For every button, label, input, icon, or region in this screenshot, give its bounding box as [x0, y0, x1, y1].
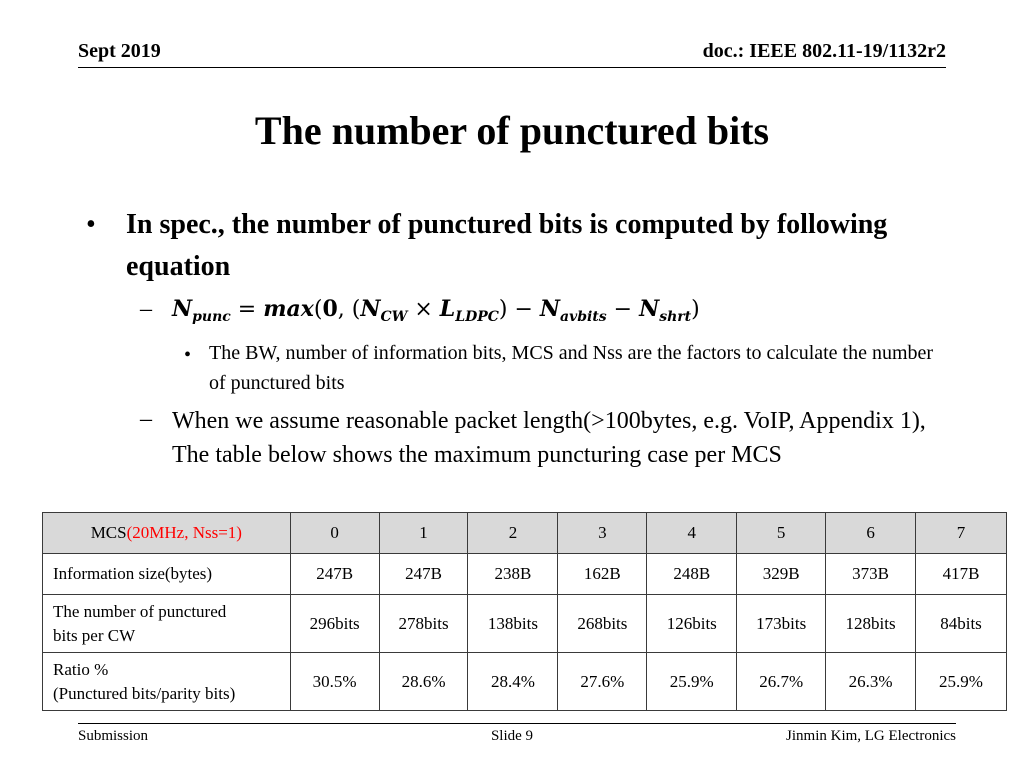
eq-close1: ): [498, 297, 508, 322]
table-row: [43, 595, 1007, 653]
table-cell: 126bits: [647, 595, 737, 653]
table-cell: 28.4%: [468, 653, 558, 711]
footer-author: Jinmin Kim, LG Electronics: [786, 728, 956, 744]
table-cell: 26.3%: [826, 653, 916, 711]
row-label-line: bits per CW: [53, 625, 136, 645]
table-cell: 25.9%: [916, 653, 1007, 711]
mcs-cell: 5: [737, 513, 826, 554]
puncturing-table: [42, 512, 1007, 711]
table-cell: 27.6%: [558, 653, 647, 711]
table-cell: 373B: [826, 554, 916, 595]
table-cell: 296bits: [290, 595, 379, 653]
eq-times: ×: [407, 297, 440, 322]
table-cell: 138bits: [468, 595, 558, 653]
footer-submission: Submission: [78, 728, 149, 744]
eq-npunc: N: [172, 296, 193, 322]
table-cell: 28.6%: [379, 653, 468, 711]
eq-ldpc: L: [439, 296, 456, 322]
table-cell: 238B: [468, 554, 558, 595]
table-cell: 248B: [647, 554, 737, 595]
eq-minus2: −: [606, 297, 640, 322]
mcs-cell: 2: [468, 513, 558, 554]
puncture-equation: [172, 294, 700, 332]
mcs-cell: 7: [916, 513, 1007, 554]
row-label-line: (Punctured bits/parity bits): [53, 683, 236, 703]
row-label-line: Ratio %: [53, 659, 109, 679]
slide-title: The number of punctured bits: [254, 108, 770, 153]
eq-minus1: −: [507, 297, 540, 322]
equation-dash: –: [140, 296, 152, 322]
eq-ncw: N: [360, 296, 381, 322]
mcs-cell: 1: [379, 513, 468, 554]
bullet-sub: The BW, number of information bits, MCS and Nss are the factors to calculate the number of punctured bits: [209, 342, 934, 394]
footer-slide-number: Slide 9: [490, 728, 534, 744]
eq-ldpc-sub: LDPC: [455, 309, 499, 325]
table-cell: 173bits: [737, 595, 826, 653]
sub-bullet-marker: •: [184, 344, 192, 366]
eq-ncw-sub: CW: [380, 309, 408, 325]
eq-equals: =: [230, 297, 264, 322]
header-label-red: (20MHz, Nss=1): [126, 523, 242, 542]
header-divider: [78, 67, 946, 68]
eq-close2: ): [691, 297, 700, 322]
bullet-marker: •: [86, 209, 96, 240]
header-date: Sept 2019: [78, 40, 161, 62]
table-cell: 247B: [379, 554, 468, 595]
table-cell: 84bits: [916, 595, 1007, 653]
eq-zero: 0: [322, 296, 338, 322]
mcs-cell: 6: [826, 513, 916, 554]
mcs-cell: 3: [558, 513, 647, 554]
table-cell: 247B: [290, 554, 379, 595]
table-header-row: [43, 513, 1007, 554]
header-label-cell: [43, 513, 291, 554]
footer-divider: [78, 723, 956, 724]
table-cell: 329B: [737, 554, 826, 595]
table-cell: 128bits: [826, 595, 916, 653]
header-label: MCS: [90, 523, 127, 542]
eq-comma: , (: [337, 297, 361, 322]
row-label: [43, 595, 291, 653]
row-label: [43, 653, 291, 711]
row-label: Information size(bytes): [43, 554, 291, 595]
table-row: [43, 554, 1007, 595]
table-cell: 417B: [916, 554, 1007, 595]
bullet-second: When we assume reasonable packet length(>100bytes, e.g. VoIP, Appendix 1), The table below shows the maximum puncturing case per MCS: [172, 408, 926, 468]
table-cell: 26.7%: [737, 653, 826, 711]
bullet-main: In spec., the number of punctured bits is computed by following equation: [126, 209, 888, 282]
table-cell: 162B: [558, 554, 647, 595]
second-dash: –: [140, 406, 152, 432]
table-cell: 278bits: [379, 595, 468, 653]
eq-npunc-sub: punc: [192, 309, 231, 325]
header-doc-id: doc.: IEEE 802.11-19/1132r2: [702, 40, 946, 62]
mcs-cell: 0: [290, 513, 379, 554]
table-cell: 30.5%: [290, 653, 379, 711]
table-cell: 268bits: [558, 595, 647, 653]
eq-nshrt: N: [639, 296, 660, 322]
table-cell: 25.9%: [647, 653, 737, 711]
eq-navbits: N: [539, 296, 560, 322]
eq-navbits-sub: avbits: [560, 309, 607, 325]
table-row: [43, 653, 1007, 711]
mcs-cell: 4: [647, 513, 737, 554]
eq-max: max: [263, 296, 314, 322]
row-label-line: The number of punctured: [53, 601, 227, 621]
eq-nshrt-sub: shrt: [659, 309, 692, 325]
eq-open: (: [313, 297, 323, 322]
